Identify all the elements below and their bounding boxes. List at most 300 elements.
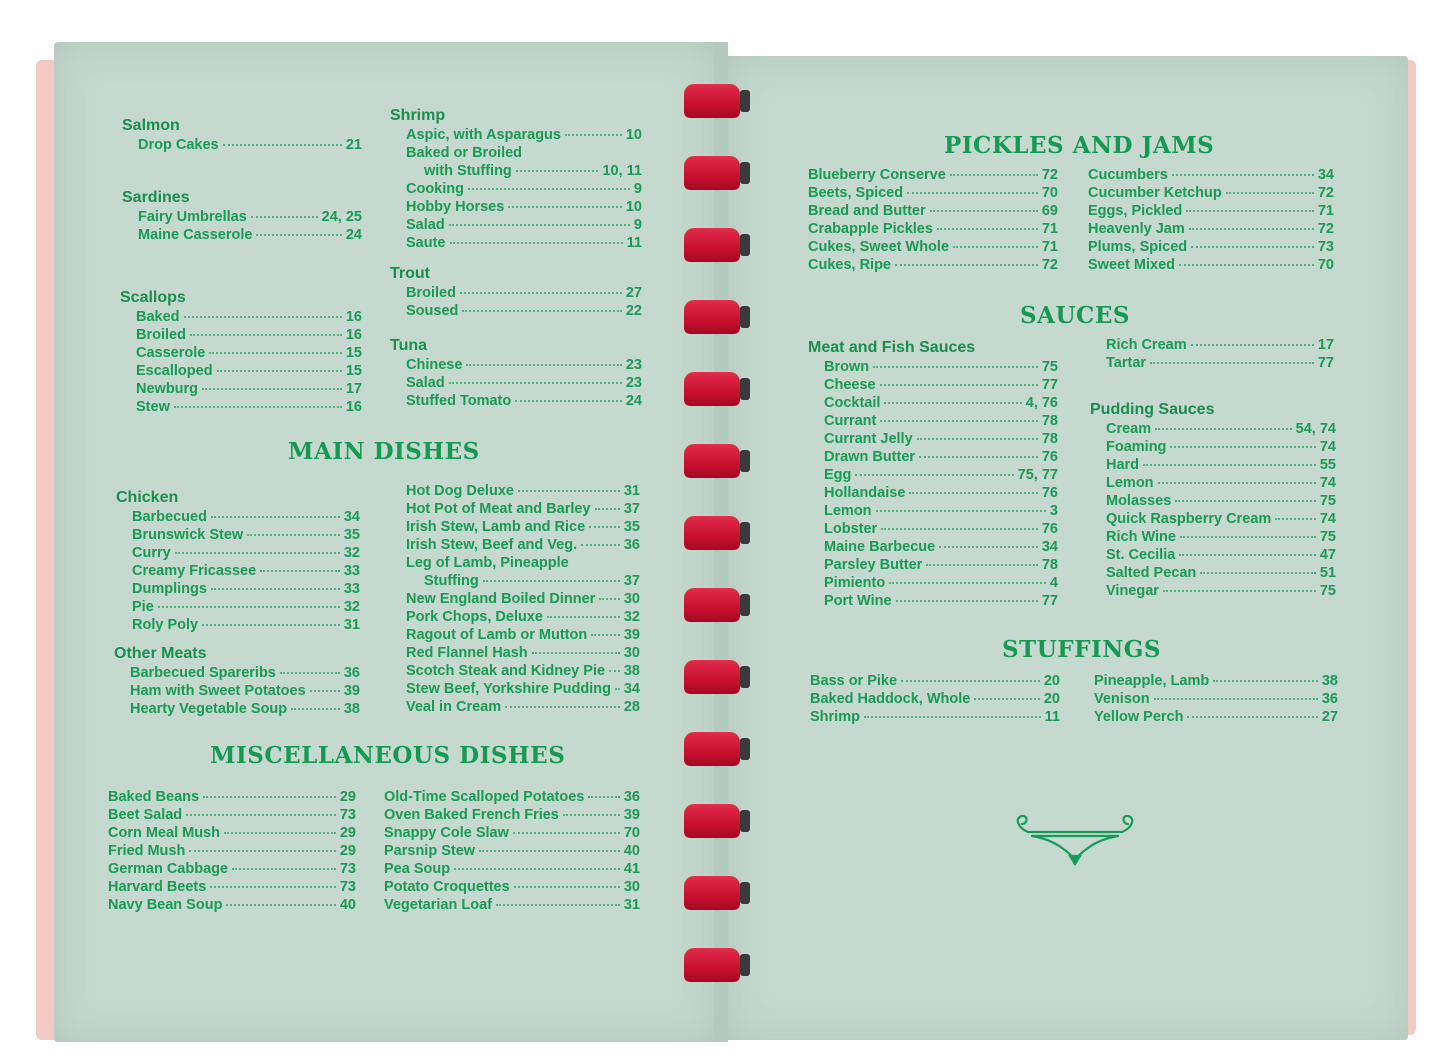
pickles-right-column bbox=[1088, 166, 1334, 274]
entry-pages: 9 bbox=[633, 217, 642, 233]
index-entry bbox=[108, 860, 356, 878]
section-shrimp bbox=[390, 106, 642, 252]
entry-pages: 27 bbox=[625, 285, 642, 301]
entry-label: Pork Chops, Deluxe bbox=[406, 609, 543, 625]
entry-pages: 17 bbox=[345, 381, 362, 397]
entry-label: Stew Beef, Yorkshire Pudding bbox=[406, 681, 611, 697]
index-entry bbox=[108, 896, 356, 914]
entry-pages: 74 bbox=[1319, 511, 1336, 527]
entry-label: St. Cecilia bbox=[1106, 547, 1176, 563]
dot-leader bbox=[483, 580, 620, 582]
index-entry bbox=[824, 394, 1058, 412]
entry-pages: 72 bbox=[1317, 221, 1334, 237]
dot-leader bbox=[454, 868, 620, 870]
dot-leader bbox=[508, 206, 622, 208]
index-entry bbox=[406, 126, 642, 144]
entry-label: Hot Pot of Meat and Barley bbox=[406, 501, 591, 517]
entry-pages: 47 bbox=[1319, 547, 1336, 563]
main-dishes-heading: MAIN DISHES bbox=[288, 438, 480, 465]
entry-label: Newburg bbox=[136, 381, 199, 397]
entry-label: Currant bbox=[824, 413, 877, 429]
dot-leader bbox=[1170, 446, 1315, 448]
index-entry bbox=[132, 508, 360, 526]
dot-leader bbox=[595, 508, 620, 510]
entry-label: German Cabbage bbox=[108, 861, 229, 877]
entry-label: Baked bbox=[136, 309, 180, 325]
index-entry bbox=[1094, 672, 1338, 690]
entry-pages: 34 bbox=[1041, 539, 1058, 555]
entry-pages: 30 bbox=[623, 645, 640, 661]
dot-leader bbox=[210, 886, 336, 888]
index-entry bbox=[136, 308, 362, 326]
dot-leader bbox=[563, 814, 620, 816]
index-entry bbox=[406, 518, 640, 536]
index-entry bbox=[108, 806, 356, 824]
spiral-ring bbox=[680, 728, 748, 766]
entry-label: Hearty Vegetable Soup bbox=[130, 701, 288, 717]
entry-label: Leg of Lamb, Pineapple bbox=[406, 555, 569, 571]
entry-label: Corn Meal Mush bbox=[108, 825, 220, 841]
entry-label: Parsnip Stew bbox=[384, 843, 476, 859]
entry-pages: 17 bbox=[1317, 337, 1334, 353]
dot-leader bbox=[175, 552, 340, 554]
entry-label: Baked Haddock, Whole bbox=[810, 691, 971, 707]
entry-pages: 22 bbox=[625, 303, 642, 319]
entry-pages: 30 bbox=[623, 879, 640, 895]
dot-leader bbox=[917, 438, 1038, 440]
dot-leader bbox=[513, 832, 620, 834]
index-entry bbox=[824, 466, 1058, 484]
dot-leader bbox=[1191, 344, 1314, 346]
entry-label: Venison bbox=[1094, 691, 1150, 707]
entry-pages: 37 bbox=[623, 573, 640, 589]
entry-pages: 32 bbox=[343, 545, 360, 561]
dot-leader bbox=[895, 264, 1038, 266]
index-entry bbox=[132, 526, 360, 544]
category-title: Scallops bbox=[120, 289, 186, 306]
dot-leader bbox=[615, 688, 620, 690]
index-entry bbox=[384, 878, 640, 896]
entry-pages: 33 bbox=[343, 563, 360, 579]
index-entry bbox=[138, 208, 362, 226]
entry-pages: 71 bbox=[1317, 203, 1334, 219]
entry-label: Casserole bbox=[136, 345, 206, 361]
dot-leader bbox=[1186, 210, 1314, 212]
entry-pages: 36 bbox=[623, 537, 640, 553]
entry-pages: 38 bbox=[1321, 673, 1338, 689]
entry-pages: 76 bbox=[1041, 485, 1058, 501]
index-entry bbox=[406, 590, 640, 608]
index-entry bbox=[384, 896, 640, 914]
index-entry bbox=[136, 380, 362, 398]
dot-leader bbox=[516, 170, 599, 172]
index-entry bbox=[824, 502, 1058, 520]
index-entry bbox=[1088, 256, 1334, 274]
entry-pages: 32 bbox=[623, 609, 640, 625]
entry-label: Hollandaise bbox=[824, 485, 906, 501]
entry-pages: 36 bbox=[343, 665, 360, 681]
entry-label: Foaming bbox=[1106, 439, 1167, 455]
entry-pages: 70 bbox=[1317, 257, 1334, 273]
dot-leader bbox=[449, 382, 622, 384]
dot-leader bbox=[547, 616, 620, 618]
spiral-ring bbox=[680, 584, 748, 622]
dot-leader bbox=[896, 600, 1038, 602]
dot-leader bbox=[864, 716, 1041, 718]
entry-label: Maine Casserole bbox=[138, 227, 253, 243]
index-entry bbox=[406, 554, 640, 572]
index-entry bbox=[1106, 492, 1336, 510]
index-entry bbox=[1106, 510, 1336, 528]
entry-label: Aspic, with Asparagus bbox=[406, 127, 561, 143]
section-pudding-sauces bbox=[1090, 400, 1336, 600]
entry-label: New England Boiled Dinner bbox=[406, 591, 596, 607]
index-entry: Drop Cakes 21 bbox=[138, 137, 362, 153]
entry-label: Rich Cream bbox=[1106, 337, 1187, 353]
dot-leader bbox=[1213, 680, 1318, 682]
index-entry bbox=[824, 412, 1058, 430]
entry-pages: 16 bbox=[345, 309, 362, 325]
dot-leader bbox=[291, 708, 340, 710]
section-chicken bbox=[116, 488, 360, 634]
entry-label: Sweet Mixed bbox=[1088, 257, 1176, 273]
entry-pages: 78 bbox=[1041, 557, 1058, 573]
dot-leader bbox=[251, 216, 318, 218]
index-entry bbox=[132, 562, 360, 580]
entry-pages: 70 bbox=[623, 825, 640, 841]
entry-pages: 15 bbox=[345, 345, 362, 361]
entry-list bbox=[1090, 420, 1336, 600]
dot-leader bbox=[514, 886, 620, 888]
entry-label: Beets, Spiced bbox=[808, 185, 904, 201]
entry-label: Vinegar bbox=[1106, 583, 1159, 599]
entry-pages: 4, 76 bbox=[1025, 395, 1058, 411]
dot-leader bbox=[880, 420, 1037, 422]
index-entry bbox=[1094, 708, 1338, 726]
dot-leader bbox=[468, 188, 630, 190]
entry-pages: 76 bbox=[1041, 521, 1058, 537]
entry-pages: 23 bbox=[625, 357, 642, 373]
dot-leader bbox=[280, 672, 340, 674]
index-entry bbox=[824, 538, 1058, 556]
entry-pages: 77 bbox=[1317, 355, 1334, 371]
index-entry bbox=[136, 344, 362, 362]
dot-leader bbox=[202, 624, 340, 626]
dot-leader bbox=[202, 388, 342, 390]
entry-label: Cucumbers bbox=[1088, 167, 1168, 183]
entry-list bbox=[390, 284, 642, 320]
index-entry bbox=[108, 824, 356, 842]
misc-right-column bbox=[384, 788, 640, 914]
spiral-ring bbox=[680, 656, 748, 694]
entry-label: Roly Poly bbox=[132, 617, 199, 633]
entry-pages: 76 bbox=[1041, 449, 1058, 465]
category-title: Pudding Sauces bbox=[1090, 401, 1215, 418]
index-entry bbox=[108, 842, 356, 860]
index-entry bbox=[130, 664, 360, 682]
dot-leader bbox=[1179, 264, 1314, 266]
entry-pages: 29 bbox=[339, 825, 356, 841]
entry-label: Cucumber Ketchup bbox=[1088, 185, 1222, 201]
entry-pages: 72 bbox=[1041, 167, 1058, 183]
index-entry bbox=[810, 708, 1060, 726]
entry-label: Bass or Pike bbox=[810, 673, 898, 689]
dot-leader bbox=[876, 510, 1046, 512]
index-entry bbox=[406, 572, 640, 590]
pickles-heading: PICKLES AND JAMS bbox=[944, 132, 1215, 159]
entry-pages: 71 bbox=[1041, 239, 1058, 255]
entry-pages: 35 bbox=[343, 527, 360, 543]
spiral-ring bbox=[680, 440, 748, 478]
entry-pages: 39 bbox=[623, 627, 640, 643]
entry-label: Salad bbox=[406, 375, 445, 391]
spiral-ring bbox=[680, 80, 748, 118]
dot-leader bbox=[889, 582, 1046, 584]
entry-label: Harvard Beets bbox=[108, 879, 207, 895]
entry-pages: 9 bbox=[633, 181, 642, 197]
entry-pages: 38 bbox=[623, 663, 640, 679]
dot-leader bbox=[260, 570, 340, 572]
dot-leader bbox=[909, 492, 1037, 494]
entry-pages: 78 bbox=[1041, 431, 1058, 447]
index-entry bbox=[406, 680, 640, 698]
dot-leader bbox=[926, 564, 1038, 566]
pickles-left-column bbox=[808, 166, 1058, 274]
entry-label: Navy Bean Soup bbox=[108, 897, 223, 913]
entry-pages: 55 bbox=[1319, 457, 1336, 473]
entry-label: Creamy Fricassee bbox=[132, 563, 257, 579]
entry-label: Irish Stew, Beef and Veg. bbox=[406, 537, 578, 553]
stuffings-heading: STUFFINGS bbox=[1002, 636, 1161, 663]
index-entry bbox=[406, 626, 640, 644]
entry-label: Tartar bbox=[1106, 355, 1147, 371]
index-entry bbox=[132, 616, 360, 634]
entry-label: Baked Beans bbox=[108, 789, 200, 805]
dot-leader bbox=[1143, 464, 1316, 466]
category-title: Chicken bbox=[116, 489, 179, 506]
dot-leader bbox=[588, 796, 620, 798]
entry-label: Stew bbox=[136, 399, 170, 415]
dot-leader bbox=[855, 474, 1013, 476]
entry-pages: 32 bbox=[343, 599, 360, 615]
entry-label: Currant Jelly bbox=[824, 431, 913, 447]
index-entry bbox=[406, 374, 642, 392]
sauces-heading: SAUCES bbox=[1020, 302, 1130, 329]
entry-label: Bread and Butter bbox=[808, 203, 926, 219]
category-title: Shrimp bbox=[390, 107, 446, 124]
sauces-top-right bbox=[1106, 336, 1334, 372]
index-entry bbox=[1106, 528, 1336, 546]
spiral-ring bbox=[680, 224, 748, 262]
entry-label: Stuffed Tomato bbox=[406, 393, 512, 409]
entry-label: Veal in Cream bbox=[406, 699, 502, 715]
entry-pages: 75 bbox=[1319, 493, 1336, 509]
dot-leader bbox=[1163, 590, 1316, 592]
entry-label: Broiled bbox=[406, 285, 456, 301]
dot-leader bbox=[256, 234, 341, 236]
spiral-ring bbox=[680, 368, 748, 406]
dot-leader bbox=[189, 850, 336, 852]
entry-label: Brunswick Stew bbox=[132, 527, 244, 543]
dot-leader bbox=[953, 246, 1038, 248]
entry-label: Ham with Sweet Potatoes bbox=[130, 683, 306, 699]
dot-leader bbox=[449, 224, 630, 226]
entry-label: Molasses bbox=[1106, 493, 1172, 509]
entry-pages: 20 bbox=[1043, 691, 1060, 707]
index-entry bbox=[808, 202, 1058, 220]
index-entry bbox=[808, 166, 1058, 184]
index-entry bbox=[406, 356, 642, 374]
dot-leader bbox=[1172, 174, 1314, 176]
dot-leader bbox=[1158, 482, 1316, 484]
entry-pages: 41 bbox=[623, 861, 640, 877]
entry-pages: 24, 25 bbox=[321, 209, 362, 225]
index-entry bbox=[406, 392, 642, 410]
index-entry bbox=[810, 672, 1060, 690]
entry-label: Cukes, Sweet Whole bbox=[808, 239, 950, 255]
dot-leader bbox=[460, 292, 622, 294]
entry-pages: 29 bbox=[339, 789, 356, 805]
entry-label: Pea Soup bbox=[384, 861, 451, 877]
entry-label: Broiled bbox=[136, 327, 186, 343]
index-entry bbox=[406, 482, 640, 500]
spiral-ring bbox=[680, 296, 748, 334]
category-title: Trout bbox=[390, 265, 430, 282]
entry-pages: 11 bbox=[626, 235, 642, 251]
entry-label: Beet Salad bbox=[108, 807, 183, 823]
entry-pages: 75, 77 bbox=[1017, 467, 1058, 483]
entry-pages: 28 bbox=[623, 699, 640, 715]
entry-pages: 38 bbox=[343, 701, 360, 717]
index-entry bbox=[824, 592, 1058, 610]
entry-pages: 39 bbox=[343, 683, 360, 699]
entry-label: Barbecued bbox=[132, 509, 207, 525]
entry-label: Crabapple Pickles bbox=[808, 221, 933, 237]
entry-pages: 16 bbox=[345, 399, 362, 415]
entry-pages: 77 bbox=[1041, 377, 1058, 393]
dot-leader bbox=[901, 680, 1040, 682]
dot-leader bbox=[1189, 228, 1314, 230]
dot-leader bbox=[209, 352, 342, 354]
dot-leader bbox=[496, 904, 620, 906]
entry-label: with Stuffing bbox=[424, 163, 512, 179]
entry-pages: 3 bbox=[1049, 503, 1058, 519]
entry-label: Pimiento bbox=[824, 575, 886, 591]
entry-label: Quick Raspberry Cream bbox=[1106, 511, 1272, 527]
entry-list bbox=[120, 308, 362, 416]
entry-pages: 34 bbox=[343, 509, 360, 525]
index-entry bbox=[130, 700, 360, 718]
dot-leader bbox=[466, 364, 621, 366]
entry-pages: 71 bbox=[1041, 221, 1058, 237]
index-entry bbox=[824, 358, 1058, 376]
entry-pages: 37 bbox=[623, 501, 640, 517]
index-entry bbox=[824, 556, 1058, 574]
dot-leader bbox=[1155, 428, 1292, 430]
entry-label: Chinese bbox=[406, 357, 463, 373]
dot-leader bbox=[1191, 246, 1314, 248]
dot-leader bbox=[599, 598, 620, 600]
dot-leader bbox=[873, 366, 1038, 368]
entry-label: Eggs, Pickled bbox=[1088, 203, 1183, 219]
index-entry bbox=[384, 788, 640, 806]
entry-pages: 70 bbox=[1041, 185, 1058, 201]
dot-leader bbox=[1154, 698, 1318, 700]
entry-pages: 74 bbox=[1319, 439, 1336, 455]
section-salmon bbox=[122, 116, 362, 154]
dot-leader bbox=[1179, 554, 1316, 556]
entry-label: Stuffing bbox=[424, 573, 479, 589]
entry-pages: 24 bbox=[345, 227, 362, 243]
entry-pages: 4 bbox=[1049, 575, 1058, 591]
section-other-meats bbox=[114, 644, 360, 718]
dot-leader bbox=[310, 690, 340, 692]
index-entry bbox=[406, 536, 640, 554]
entry-pages: 29 bbox=[339, 843, 356, 859]
index-entry bbox=[406, 698, 640, 716]
entry-pages: 10, 11 bbox=[602, 163, 642, 179]
index-entry bbox=[406, 662, 640, 680]
index-entry bbox=[1106, 420, 1336, 438]
index-entry bbox=[384, 824, 640, 842]
entry-label: Saute bbox=[406, 235, 446, 251]
index-entry bbox=[406, 284, 642, 302]
dot-leader bbox=[184, 316, 342, 318]
index-entry bbox=[130, 682, 360, 700]
index-entry bbox=[824, 574, 1058, 592]
entry-pages: 16 bbox=[345, 327, 362, 343]
index-entry bbox=[1094, 690, 1338, 708]
entry-label: Cocktail bbox=[824, 395, 881, 411]
entry-pages: 73 bbox=[339, 879, 356, 895]
section-tuna bbox=[390, 336, 642, 410]
entry-label: Rich Wine bbox=[1106, 529, 1176, 545]
spiral-ring bbox=[680, 152, 748, 190]
dot-leader bbox=[211, 588, 340, 590]
index-entry bbox=[1088, 184, 1334, 202]
dot-leader bbox=[186, 814, 336, 816]
index-entry bbox=[824, 520, 1058, 538]
index-entry bbox=[406, 144, 642, 162]
entry-pages: 78 bbox=[1041, 413, 1058, 429]
entry-label: Lemon bbox=[1106, 475, 1154, 491]
entry-pages: 73 bbox=[339, 807, 356, 823]
dot-leader bbox=[930, 210, 1038, 212]
index-entry bbox=[1088, 220, 1334, 238]
dot-leader bbox=[880, 384, 1038, 386]
entry-pages: 73 bbox=[1317, 239, 1334, 255]
entry-pages: 15 bbox=[345, 363, 362, 379]
entry-pages: 23 bbox=[625, 375, 642, 391]
index-entry bbox=[824, 448, 1058, 466]
spiral-ring bbox=[680, 512, 748, 550]
dot-leader bbox=[217, 370, 342, 372]
entry-pages: 72 bbox=[1041, 257, 1058, 273]
dot-leader bbox=[589, 526, 620, 528]
index-entry bbox=[406, 198, 642, 216]
index-entry bbox=[1106, 474, 1336, 492]
entry-label: Vegetarian Loaf bbox=[384, 897, 492, 913]
dot-leader bbox=[174, 406, 342, 408]
dot-leader bbox=[190, 334, 342, 336]
entry-pages: 54, 74 bbox=[1295, 421, 1336, 437]
entry-label: Fried Mush bbox=[108, 843, 186, 859]
index-entry bbox=[406, 644, 640, 662]
dot-leader bbox=[518, 490, 620, 492]
dot-leader bbox=[581, 544, 620, 546]
index-entry bbox=[808, 184, 1058, 202]
entry-pages: 72 bbox=[1317, 185, 1334, 201]
